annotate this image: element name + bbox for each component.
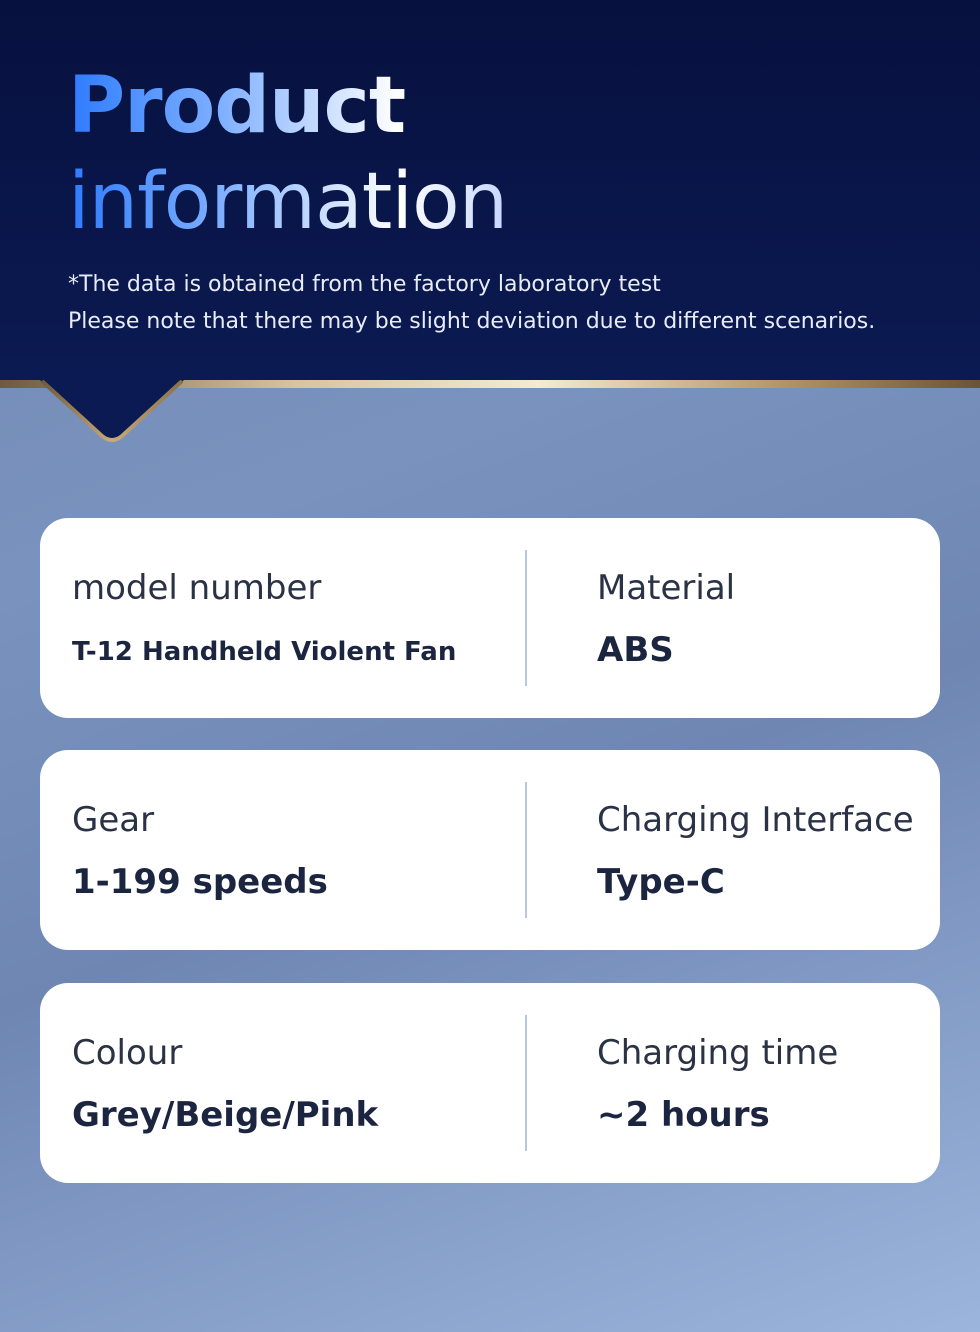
spec-label-charging-time: Charging time [597,1033,839,1073]
title-line-2: information [68,157,508,247]
spec-label-colour: Colour [72,1033,183,1073]
spec-label-model-number: model number [72,568,322,608]
card-divider [525,782,527,918]
disclaimer-line-2: Please note that there may be slight deviation due to different scenarios. [68,309,876,334]
spec-card-colour-time [40,983,940,1183]
spec-value-gear: 1-199 speeds [72,862,328,902]
page-title [68,58,507,250]
spec-card-model-material [40,518,940,718]
header-pointer-notch [40,380,184,446]
spec-value-charging-interface: Type-C [597,862,725,902]
spec-label-charging-interface: Charging Interface [597,800,914,840]
disclaimer-line-1: *The data is obtained from the factory laboratory test [68,272,661,297]
title-line-1: Product [68,61,406,151]
disclaimer-note [68,266,948,340]
spec-value-charging-time: ~2 hours [597,1095,770,1135]
card-divider [525,1015,527,1151]
spec-value-colour: Grey/Beige/Pink [72,1095,379,1135]
spec-label-gear: Gear [72,800,155,840]
spec-value-material: ABS [597,630,674,670]
spec-label-material: Material [597,568,736,608]
spec-card-gear-interface [40,750,940,950]
card-divider [525,550,527,686]
spec-value-model-number: T-12 Handheld Violent Fan [72,637,457,667]
header-banner [0,0,980,384]
